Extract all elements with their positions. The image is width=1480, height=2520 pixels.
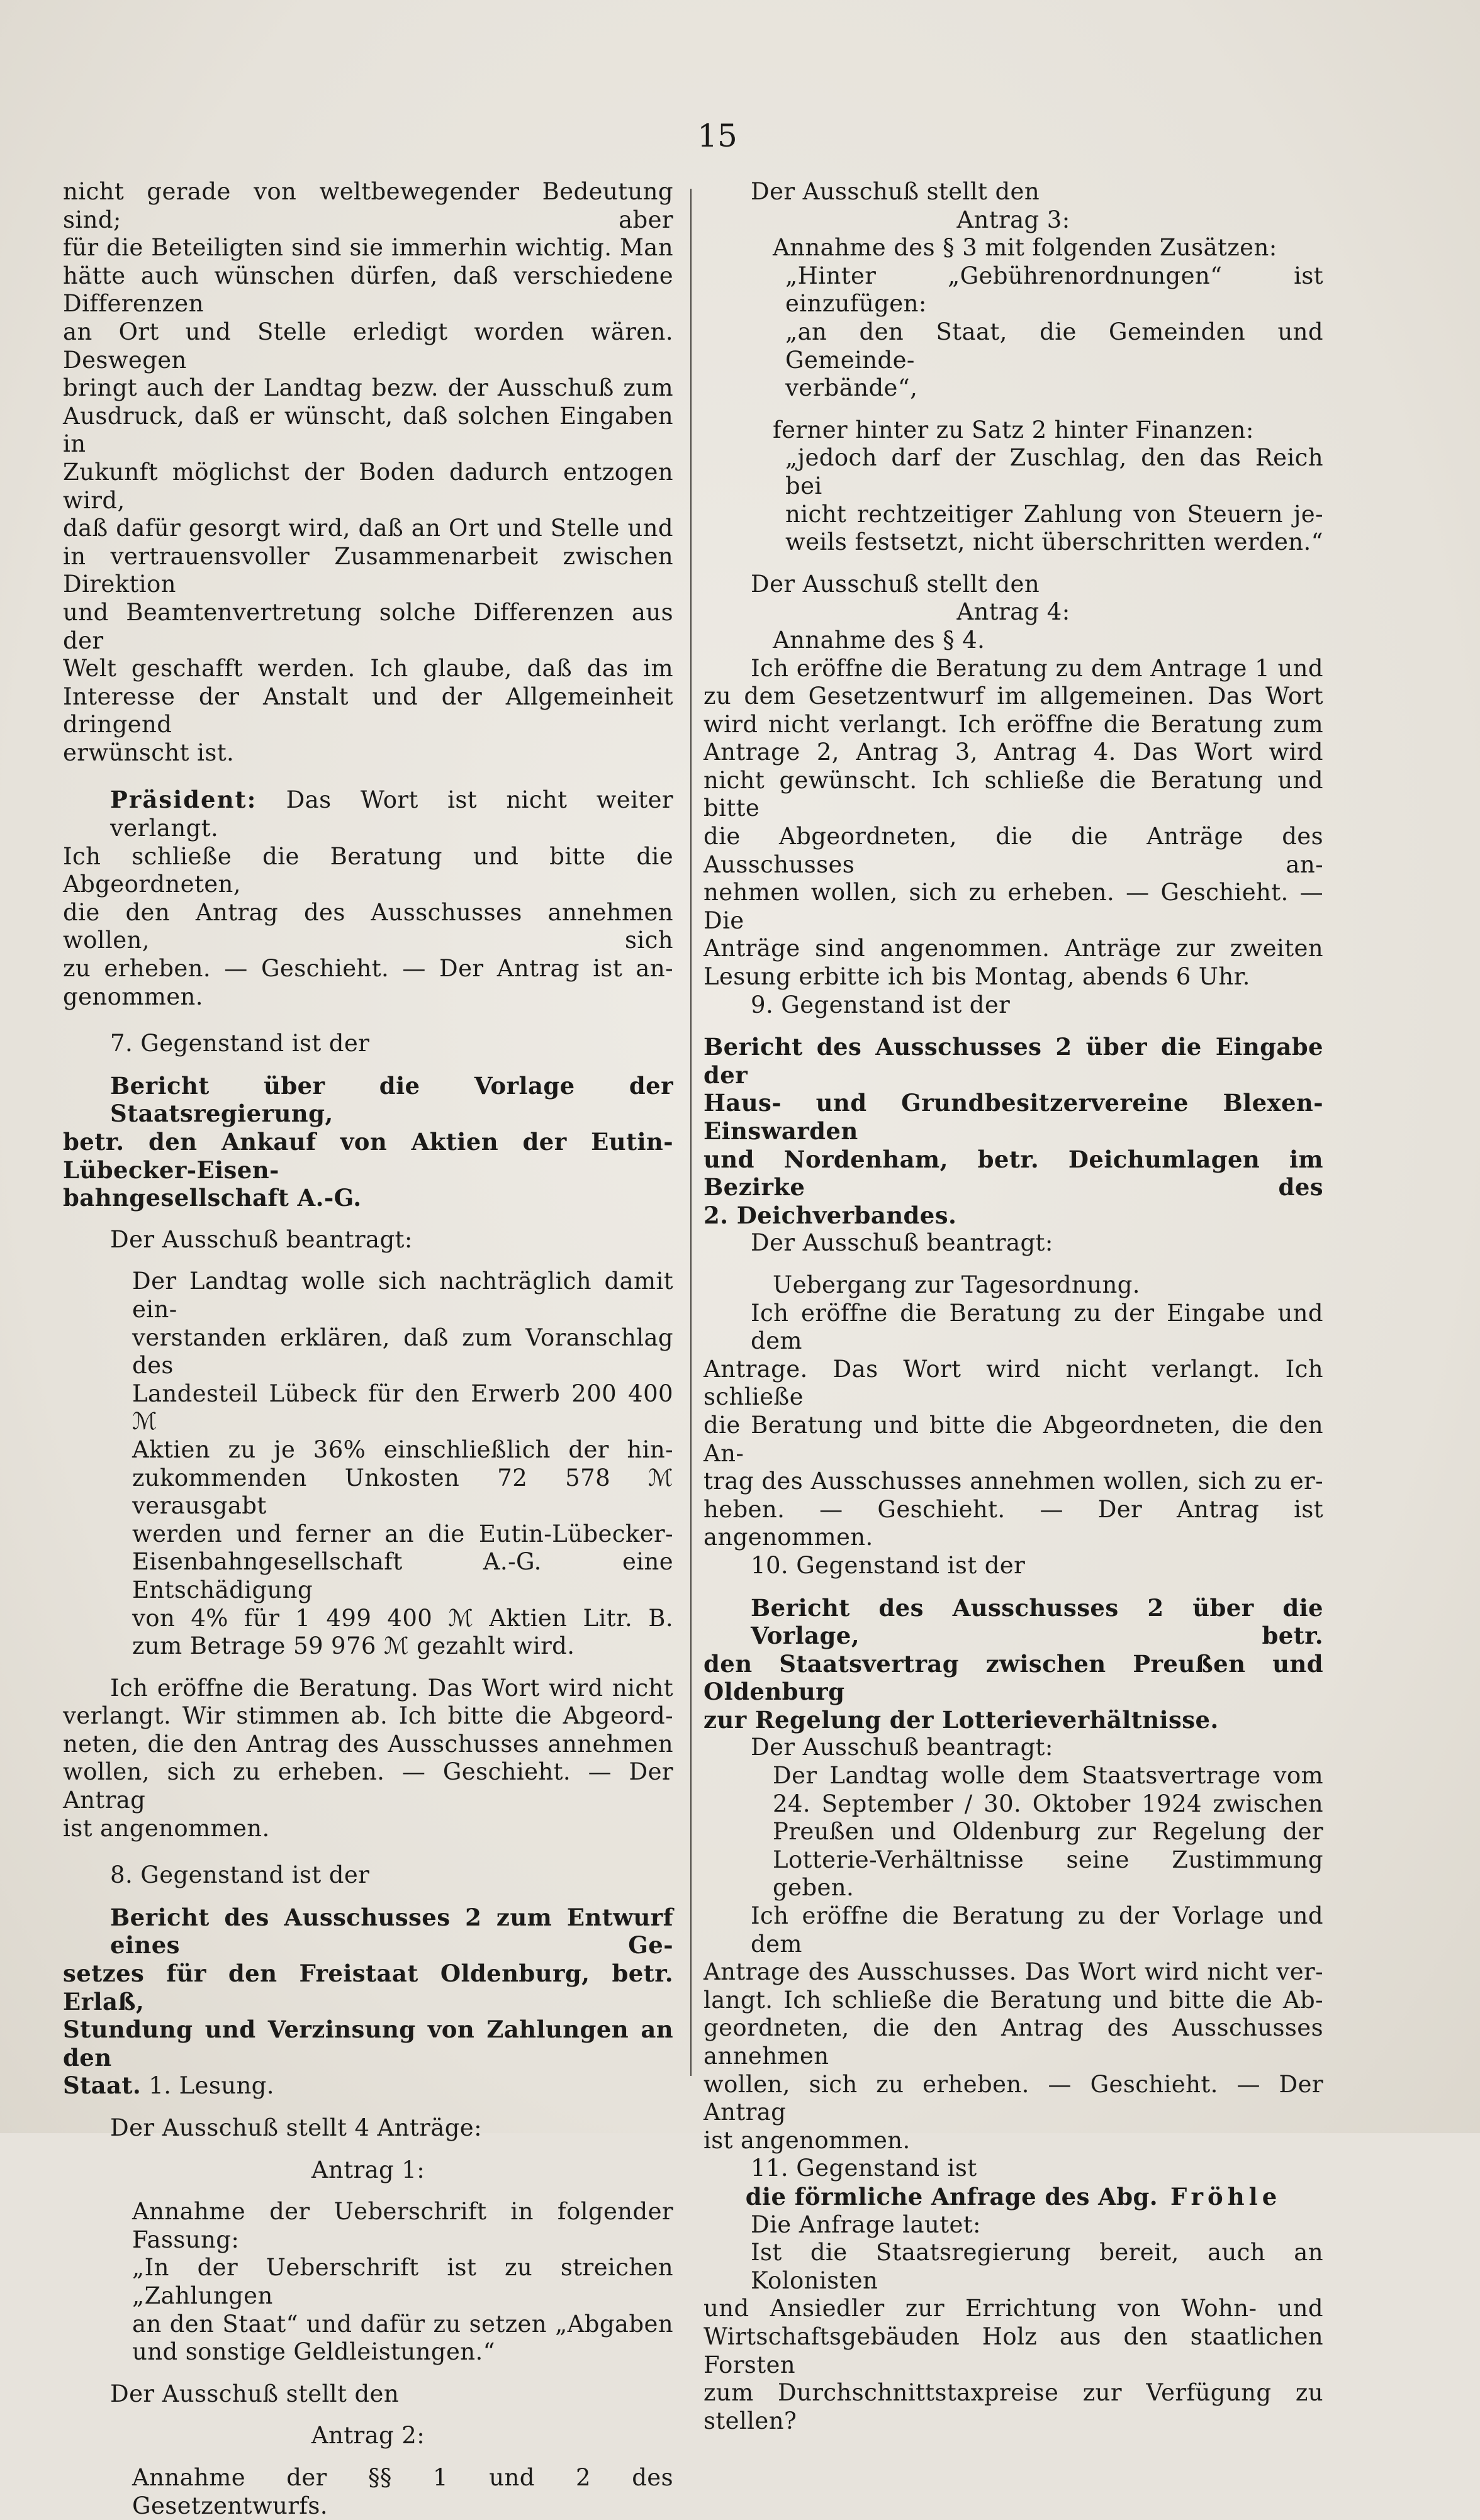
report-title: betr. den Ankauf von Aktien der Eutin-Lübecker-Eisen- xyxy=(63,1128,673,1184)
page-number: 15 xyxy=(697,118,737,154)
inquiry-intro: Die Anfrage lautet: xyxy=(751,2211,981,2238)
inquiry-title xyxy=(704,2183,1323,2211)
motion-text: Preußen und Oldenburg zur Regelung der xyxy=(773,1818,1323,1846)
text-span: die förmliche Anfrage des Abg. xyxy=(745,2182,1158,2211)
report-title: zur Regelung der Lotterieverhältnisse. xyxy=(704,1705,1219,1734)
text-line: ist angenommen. xyxy=(63,1814,270,1842)
text-line: genommen. xyxy=(63,983,203,1010)
text-line: die Abgeordneten, die die Anträge des Ausschusses an- xyxy=(704,823,1323,878)
text-line: Zukunft möglichst der Boden dadurch entzogen wird, xyxy=(63,458,673,514)
report-title xyxy=(63,2071,673,2100)
text-line: Antrage des Ausschusses. Das Wort wird nicht ver- xyxy=(704,1958,1323,1986)
motion-intro: Der Ausschuß beantragt: xyxy=(110,1225,413,1253)
report-title: und Nordenham, betr. Deichumlagen im Bezirke des xyxy=(704,1145,1323,1201)
motion-text: „In der Ueberschrift ist zu streichen „Zahlungen xyxy=(132,2254,673,2309)
motion-text: werden und ferner an die Eutin-Lübecker- xyxy=(132,1520,673,1547)
text-line: Ich eröffne die Beratung zu dem Antrage 1 und xyxy=(751,654,1323,682)
text-line: ist angenommen. xyxy=(704,2126,911,2154)
motion-text: Annahme der §§ 1 und 2 des Gesetzentwurfs. xyxy=(132,2463,673,2519)
text-line: geordneten, die den Antrag des Ausschusses annehmen xyxy=(704,2014,1323,2070)
text-line: und Beamtenvertretung solche Differenzen aus der xyxy=(63,598,673,654)
report-title: Stundung und Verzinsung von Zahlungen an den xyxy=(63,2015,673,2071)
deputy-name: Fröhle xyxy=(1158,2182,1282,2211)
text-line: Ich eröffne die Beratung zu der Vorlage und dem xyxy=(751,1902,1323,1958)
agenda-item-11: 11. Gegenstand ist xyxy=(751,2155,977,2182)
motion-text: „an den Staat, die Gemeinden und Gemeinde- xyxy=(785,318,1323,374)
report-title: Haus- und Grundbesitzervereine Blexen-Einswarden xyxy=(704,1089,1323,1145)
text-line: zu dem Gesetzentwurf im allgemeinen. Das Wort xyxy=(704,683,1323,710)
motion-text: Landesteil Lübeck für den Erwerb 200 400 ℳ xyxy=(132,1380,673,1436)
motion-intro: Der Ausschuß stellt den xyxy=(751,570,1040,598)
motion-heading: Antrag 2: xyxy=(311,2422,425,2450)
left-column xyxy=(63,178,673,2520)
text-line: Ich eröffne die Beratung. Das Wort wird nicht xyxy=(110,1674,673,1702)
motion-text: Aktien zu je 36% einschließlich der hin- xyxy=(132,1436,673,1463)
right-column xyxy=(704,178,1323,2435)
text-line: bringt auch der Landtag bezw. der Ausschuß zum xyxy=(63,374,673,402)
text-line: zu erheben. — Geschieht. — Der Antrag ist an- xyxy=(63,955,673,983)
report-title: den Staatsvertrag zwischen Preußen und Oldenburg xyxy=(704,1649,1323,1706)
motion-text: Lotterie-Verhältnisse seine Zustimmung geben. xyxy=(773,1846,1323,1902)
motion-text: Der Landtag wolle dem Staatsvertrage vom xyxy=(773,1762,1323,1790)
text-line: Anträge sind angenommen. Anträge zur zweiten xyxy=(704,935,1323,962)
motion-intro: Der Ausschuß stellt 4 Anträge: xyxy=(110,2114,482,2141)
text-line: Ich eröffne die Beratung zu der Eingabe und dem xyxy=(751,1299,1323,1355)
report-title: setzes für den Freistaat Oldenburg, betr. Erlaß, xyxy=(63,1960,673,2015)
motion-text: Eisenbahngesellschaft A.-G. eine Entschädigung xyxy=(132,1548,673,1603)
motion-text: Annahme des § 3 mit folgenden Zusätzen: xyxy=(773,234,1277,262)
text-line: Ausdruck, daß er wünscht, daß solchen Eingaben in xyxy=(63,402,673,458)
text-span: Das Wort ist nicht weiter verlangt. xyxy=(110,786,673,842)
text-line: trag des Ausschusses annehmen wollen, sich zu er- xyxy=(704,1468,1323,1495)
motion-text: verbände“, xyxy=(785,374,918,402)
inquiry-text: Ist die Staatsregierung bereit, auch an Kolonisten xyxy=(751,2239,1323,2294)
motion-text: Uebergang zur Tagesordnung. xyxy=(773,1271,1140,1298)
motion-text: Annahme des § 4. xyxy=(773,626,985,654)
text-line: heben. — Geschieht. — Der Antrag ist angenommen. xyxy=(704,1495,1323,1551)
text-line: nicht gewünscht. Ich schließe die Beratung und bitte xyxy=(704,766,1323,822)
agenda-item-10: 10. Gegenstand ist der xyxy=(751,1551,1026,1579)
text-line: Lesung erbitte ich bis Montag, abends 6 Uhr. xyxy=(704,963,1250,991)
report-title: Bericht über die Vorlage der Staatsregierung, xyxy=(110,1071,673,1128)
agenda-item-8: 8. Gegenstand ist der xyxy=(110,1861,370,1889)
text-line: die den Antrag des Ausschusses annehmen wollen, sich xyxy=(63,898,673,954)
president-statement xyxy=(63,786,673,842)
column-divider xyxy=(690,189,692,2076)
text-line: Welt geschafft werden. Ich glaube, daß das im xyxy=(63,655,673,683)
report-title: bahngesellschaft A.-G. xyxy=(63,1184,362,1212)
motion-text: Der Landtag wolle sich nachträglich damit ein- xyxy=(132,1268,673,1323)
motion-text: „Hinter „Gebührenordnungen“ ist einzufügen: xyxy=(785,262,1323,318)
inquiry-text: Wirtschaftsgebäuden Holz aus den staatlichen Forsten xyxy=(704,2322,1323,2378)
text-line: hätte auch wünschen dürfen, daß verschiedene Differenzen xyxy=(63,262,673,318)
motion-text: an den Staat“ und dafür zu setzen „Abgaben xyxy=(132,2310,673,2338)
inquiry-text: und Ansiedler zur Errichtung von Wohn- und xyxy=(704,2295,1323,2322)
text-line: wird nicht verlangt. Ich eröffne die Beratung zum xyxy=(704,710,1323,738)
motion-intro: Der Ausschuß beantragt: xyxy=(751,1734,1053,1761)
motion-text: und sonstige Geldleistungen.“ xyxy=(132,2338,495,2366)
motion-text: zum Betrage 59 976 ℳ gezahlt wird. xyxy=(132,1632,575,1660)
motion-intro: Der Ausschuß beantragt: xyxy=(751,1229,1053,1257)
speaker-label: Präsident: xyxy=(110,786,257,814)
text-span: 1. Lesung. xyxy=(141,2072,274,2100)
agenda-item-9: 9. Gegenstand ist der xyxy=(751,991,1011,1018)
motion-text: nicht rechtzeitiger Zahlung von Steuern je- xyxy=(785,500,1323,528)
text-line: nicht gerade von weltbewegender Bedeutung sind; aber xyxy=(63,178,673,233)
text-line: wollen, sich zu erheben. — Geschieht. — Der Antrag xyxy=(63,1758,673,1814)
motion-text: „jedoch darf der Zuschlag, den das Reich bei xyxy=(785,444,1323,499)
text-line: wollen, sich zu erheben. — Geschieht. — Der Antrag xyxy=(704,2070,1323,2126)
motion-intro: Der Ausschuß stellt den xyxy=(110,2380,400,2407)
motion-text: weils festsetzt, nicht überschritten werden.“ xyxy=(785,528,1323,556)
motion-intro: Der Ausschuß stellt den xyxy=(751,178,1040,205)
text-line: verlangt. Wir stimmen ab. Ich bitte die Abgeord- xyxy=(63,1702,673,1730)
motion-text: zukommenden Unkosten 72 578 ℳ verausgabt xyxy=(132,1464,673,1520)
text-line: langt. Ich schließe die Beratung und bitte die Ab- xyxy=(704,1986,1323,2014)
text-span: Staat. xyxy=(63,2071,142,2100)
motion-heading: Antrag 3: xyxy=(956,206,1070,233)
motion-text: von 4% für 1 499 400 ℳ Aktien Litr. B. xyxy=(132,1604,673,1632)
text-line: neten, die den Antrag des Ausschusses annehmen xyxy=(63,1730,673,1758)
report-title: Bericht des Ausschusses 2 zum Entwurf eines Ge- xyxy=(110,1903,673,1960)
agenda-item-7: 7. Gegenstand ist der xyxy=(110,1030,370,1057)
text-line: Interesse der Anstalt und der Allgemeinheit dringend xyxy=(63,683,673,739)
report-title: Bericht des Ausschusses 2 über die Vorlage, betr. xyxy=(751,1593,1323,1650)
motion-heading: Antrag 1: xyxy=(311,2156,425,2183)
text-line: in vertrauensvoller Zusammenarbeit zwischen Direktion xyxy=(63,542,673,598)
text-line: für die Beteiligten sind sie immerhin wichtig. Man xyxy=(63,234,673,262)
text-line: Ich schließe die Beratung und bitte die Abgeordneten, xyxy=(63,842,673,898)
motion-heading: Antrag 4: xyxy=(956,598,1070,626)
text-line: die Beratung und bitte die Abgeordneten, die den An- xyxy=(704,1411,1323,1467)
text-line: daß dafür gesorgt wird, daß an Ort und Stelle und xyxy=(63,515,673,542)
text-line: erwünscht ist. xyxy=(63,739,235,766)
text-line: nehmen wollen, sich zu erheben. — Geschieht. — Die xyxy=(704,879,1323,934)
motion-text: verstanden erklären, daß zum Voranschlag des xyxy=(132,1324,673,1380)
report-title: 2. Deichverbandes. xyxy=(704,1201,957,1229)
motion-text: Annahme der Ueberschrift in folgender Fassung: xyxy=(132,2198,673,2253)
report-title: Bericht des Ausschusses 2 über die Eingabe der xyxy=(704,1033,1323,1089)
text-line: Antrage. Das Wort wird nicht verlangt. Ich schließe xyxy=(704,1355,1323,1411)
motion-text: 24. September / 30. Oktober 1924 zwischen xyxy=(773,1790,1323,1817)
inquiry-text: zum Durchschnittstaxpreise zur Verfügung zu stellen? xyxy=(704,2379,1323,2434)
text-line: Antrage 2, Antrag 3, Antrag 4. Das Wort wird xyxy=(704,739,1323,766)
motion-text: ferner hinter zu Satz 2 hinter Finanzen: xyxy=(773,416,1254,443)
text-line: an Ort und Stelle erledigt worden wären. Deswegen xyxy=(63,318,673,374)
